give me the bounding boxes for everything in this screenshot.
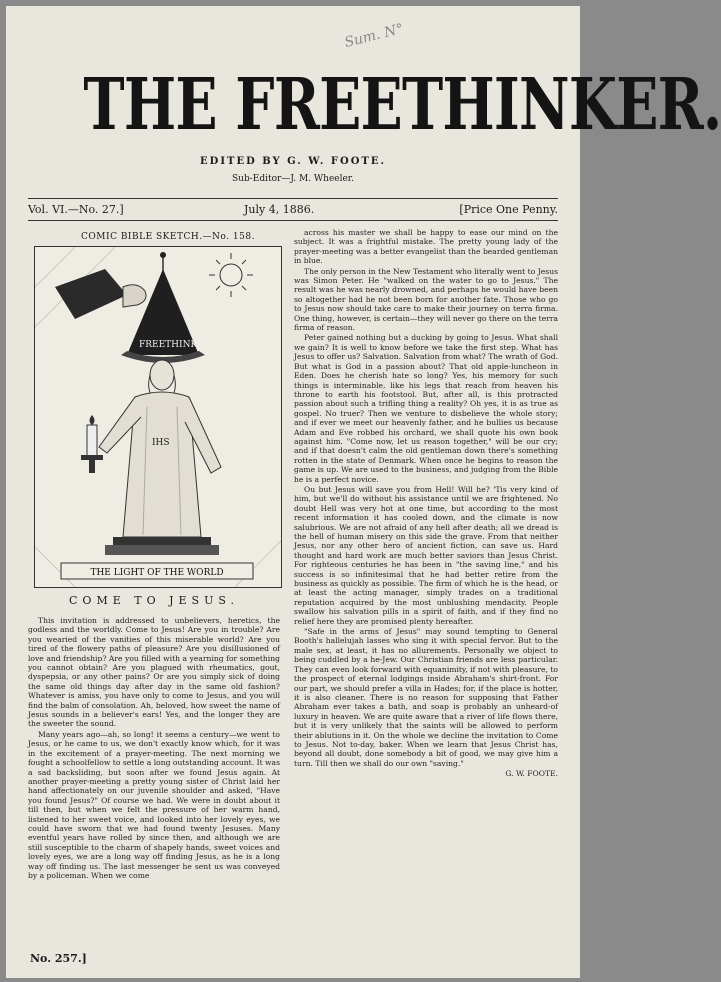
issue-number-footer: No. 257.] xyxy=(30,952,87,965)
cartoon-drawing xyxy=(35,247,281,587)
paragraph: across his master we shall be happy to ease our mind on the subject. It was a frightful mistake. The pretty young lady of the prayer-meeting was a better evangelist than the bearded gentleman in blue. xyxy=(294,228,558,266)
paragraph: This invitation is addressed to unbelievers, heretics, the godless and the worldly. Come to Jesus! Are you in trouble? Are you wearied of the vanities of this miserable world? Are you tired of the flowery paths of pleasure? Are you disillusioned of love and friendship? Are you filled with a yearning for something you cannot obtain? Are you plagued with rheumatics, gout, dyspepsia, or any other pains? Or are you simply sick of doing the same old things day after day in the same old fashion? Whatever is amiss, you have only to come to Jesus, and you will find the balm of consolation. Ah, beloved, how sweet the name of Jesus sounds in a believer's ears! Yes, and the longer they are the sweeter the sound. xyxy=(28,616,280,729)
right-column xyxy=(294,228,558,943)
top-rule xyxy=(28,198,558,199)
paragraph: "Safe in the arms of Jesus" may sound tempting to General Booth's hallelujah lasses who sing it with special fervor. But to the male sex, at least, it has no allurements. Personally we object to being cuddled by a he-Jew. Our Christian friends are less particular. They can even look forward with equanimity, if not with pleasure, to the prospect of eternal lodgings inside Abraham's shirt-front. For our part, we should prefer a villa in Hades; for, if the place is hotter, it is also cleaner. There is no reason for supposing that Father Abraham ever takes a bath, and soap is probably an unheard-of luxury in heaven. We are quite aware that a river of life flows there, but it is very unlikely that the saints will be allowed to perform their ablutions in it. On the whole we decline the invitation to Come to Jesus. Not to-day, baker. When we learn that Jesus Christ has, beyond all doubt, done somebody a bit of good, we may give him a turn. Till then we shall do our own "saving." xyxy=(294,627,558,768)
sub-editor-line: Sub-Editor—J. M. Wheeler. xyxy=(232,174,354,184)
pencil-annotation: Sum. N° xyxy=(342,20,406,52)
paragraph: The only person in the New Testament who literally went to Jesus was Simon Peter. He "walked on the water to go to Jesus." The result was he was nearly drowned, and perhaps he would have been so altogether had he not been born for another fate. Those who go to Jesus now should take care to make their journey on terra firma. One thing, however, is certain—they will never go there on the terra firma of reason. xyxy=(294,266,558,333)
cartoon-caption: COME TO JESUS. xyxy=(69,594,239,607)
editor-line: EDITED BY G. W. FOOTE. xyxy=(200,156,386,167)
extinguisher-cone-icon xyxy=(121,252,211,363)
cartoon-illustration xyxy=(34,246,282,588)
cartoon-title: COMIC BIBLE SKETCH.—No. 158. xyxy=(81,232,255,242)
volume-number: Vol. VI.—No. 27.] xyxy=(28,203,124,216)
left-column xyxy=(28,616,280,881)
robe-label: IHS xyxy=(152,438,170,448)
candlestick-icon xyxy=(81,415,103,473)
paragraph: Many years ago—ah, so long! it seems a century—we went to Jesus, or he came to us, we don't exactly know which, for it was in the excitement of a prayer-meeting. The next morning we fought a schoolfellow to settle a long outstanding account. It was a sad backsliding, but soon after we found Jesus again. At another prayer-meeting a pretty young sister of Christ laid her hand affectionately on our juvenile shoulder and asked, "Have you found Jesus?" Of course we had. We were in doubt about it till then, but when we felt the pressure of her warm hand, listened to her sweet voice, and looked into her lovely eyes, we could have sworn that we had found twenty Jesuses. Many eventful years have rolled by since then, and although we are still susceptible to the charm of shapely hands, sweet voices and lovely eyes, we are a long way off finding Jesus, as he is a long way off finding us. The last messenger he sent us was conveyed by a policeman. When we come xyxy=(28,729,280,880)
dateline xyxy=(28,203,558,219)
bottom-rule xyxy=(28,220,558,221)
newspaper-page xyxy=(6,6,721,978)
pedestal xyxy=(105,537,219,555)
issue-price: [Price One Penny. xyxy=(459,203,558,216)
signature: G. W. FOOTE. xyxy=(505,769,558,779)
paragraph: Ou but Jesus will save you from Hell! Will he? 'Tis very kind of him, but we'll do without his assistance until we are frightened. No doubt Hell was very hot at one time, but according to the most recent information it has cooled down, and the climate is now salubrious. We are not afraid of any hell after death; all we dread is the hell of human misery on this side the grave. From that neither Jesus, nor any other hero of ancient fiction, can save us. Hard thought and hard work are much better saviors than Jesus Christ. For righteous centuries he has been in "the saving line," and his success is so infinitesimal that he had better retire from the business as quickly as possible. The firm of which he is the head, or at least the acting manager, simply trades on a traditional reputation acquired by the most unblushing mendacity. People swallow his salvation pills in a spirit of faith, and if they find no relief here they are promised plenty hereafter. xyxy=(294,484,558,626)
sun-icon xyxy=(209,253,253,297)
issue-date: July 4, 1886. xyxy=(244,203,315,216)
paragraph: Peter gained nothing but a ducking by going to Jesus. What shall we gain? It is well to know before we take the first step. What has Jesus to offer us? Salvation. Salvation from what? The wrath of God. But what is God in a passion about? That old apple-luncheon in Eden. Does he cherish hate so long? Yes, his memory for such things is interminable, like his legs that reach from heaven his throne to earth his footstool. But, after all, is this protracted passion about such a trifling thing a reality? Oh yes, it is as true as gospel. No truer? Then we venture to disbelieve the whole story; and if ever we meet our heavenly father, and he bullies us because Adam and Eve robbed his orchard, we shall quote his own book against him. "Come now, let us reason together," will be our cry; and if that doesn't calm the old gentleman down there's something rotten in the state of Denmark. When once he begins to reason the game is up. We are used to the business, and judging from the Bible he is a perfect novice. xyxy=(294,333,558,484)
cone-label: FREETHINKER xyxy=(139,340,211,350)
cartoon-banner: THE LIGHT OF THE WORLD xyxy=(90,568,224,578)
jesus-figure xyxy=(99,360,221,537)
hand-icon xyxy=(55,269,146,319)
masthead-title: THE FREETHINKER. xyxy=(83,62,721,146)
